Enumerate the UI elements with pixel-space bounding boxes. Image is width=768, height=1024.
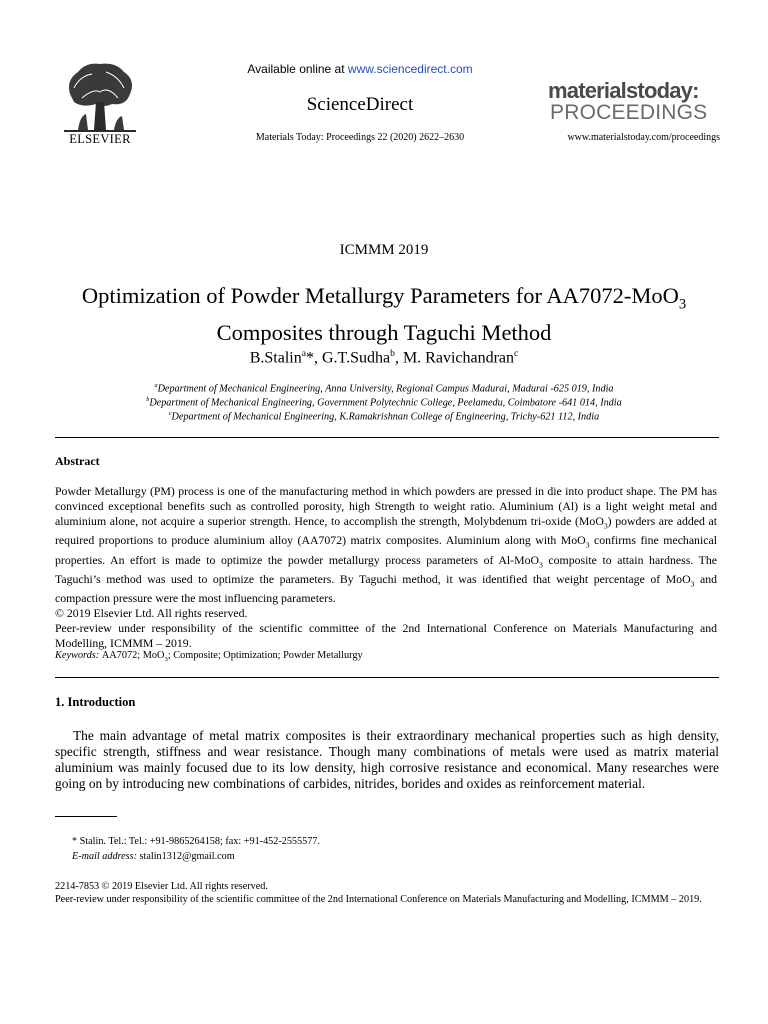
- mt-logo-proceedings: PROCEEDINGS: [550, 101, 708, 122]
- keywords-list: AA7072; MoO$_3$; Composite; Optimization; Powder Metallurgy: [101, 650, 363, 664]
- affiliation-text: Department of Mechanical Engineering, K.Ramakrishnan College of Engineering, Trichy-621 112, India: [171, 411, 600, 423]
- conference-name: ICMMM 2019: [339, 242, 429, 258]
- materials-today-logo: [548, 78, 718, 122]
- author-name: B.Stalin: [249, 349, 302, 367]
- abstract-text: Powder Metallurgy (PM) process is one of the manufacturing method in which powders are pressed in die into product shape. The PM has convinced exceptional benefits such as controlled porosity, high Strength to weight ratio. Aluminium (Al) is a light weight metal and aluminium alone, not acquire a superior strength. Hence, to accomplish the strength, Molybdenum tri-oxide (MoO$_3$) powders are added at required proportions to produce aluminium alloy (AA7072) matrix composites. Aluminium along with MoO$_3$ confirms fine mechanical properties. An effort is made to optimize the powder metallurgy process parameters of Al-MoO$_3$ composite to attain hardness. The Taguchi’s method was used to optimize the parameters. By Taguchi method, it was identified that weight percentage of MoO$_3$ and compaction pressure were the most influencing parameters.: [55, 484, 718, 606]
- author-name: M. Ravichandran: [402, 349, 515, 367]
- keywords-line: [55, 650, 717, 663]
- mt-logo-wordmark: materialstoday:: [548, 78, 699, 103]
- author-name: G.T.Sudha: [322, 349, 391, 367]
- author-affiliation-mark: c: [514, 348, 519, 359]
- sciencedirect-brand: ScienceDirect: [306, 94, 414, 115]
- divider-bottom: [55, 677, 719, 678]
- email-address[interactable]: stalin1312@gmail.com: [139, 851, 235, 862]
- abstract-copyright: © 2019 Elsevier Ltd. All rights reserved.: [55, 606, 248, 621]
- introduction-paragraph: The main advantage of metal matrix composites is their extraordinary mechanical properties such as high density, specific strength, stiffness and wear resistance. Though many combinations of metals were used as matrix material aluminium was mainly focused due to its low density, high corrosive resistance and economical. Many researches were going on by introducing new combinations of carbides, nitrides, borides and oxides as reinforcement material.: [55, 728, 719, 791]
- author-affiliation-mark: a: [301, 348, 306, 359]
- email-footnote: [72, 851, 235, 862]
- title-line1: Optimization of Powder Metallurgy Parameters for AA7072-MoO: [81, 283, 679, 308]
- email-label: E-mail address:: [72, 851, 140, 862]
- footer-peer-review: Peer-review under responsibility of the scientific committee of the 2nd International Conference on Materials Manufacturing and Modelling, ICMMM – 2019.: [55, 894, 702, 905]
- affiliation-text: Department of Mechanical Engineering, Anna University, Regional Campus Madurai, Madurai -625 019, India: [157, 383, 614, 395]
- elsevier-wordmark: ELSEVIER: [69, 132, 131, 146]
- abstract-heading: Abstract: [55, 454, 100, 468]
- affiliation-c: [40, 411, 728, 422]
- corresponding-author-footnote: * Stalin. Tel.: Tel.: +91-9865264158; fax: +91-452-2555577.: [72, 836, 320, 847]
- paper-title: [40, 282, 728, 346]
- materials-today-url[interactable]: www.materialstoday.com/proceedings: [567, 132, 720, 143]
- keywords-label: Keywords:: [55, 650, 102, 661]
- affiliation-text: Department of Mechanical Engineering, Government Polytechnic College, Peelamedu, Coimbatore -641 014, India: [149, 397, 622, 409]
- abstract-body: [55, 484, 717, 651]
- introduction-heading: 1. Introduction: [55, 695, 136, 709]
- affiliation-a: [40, 383, 728, 394]
- issn-line: 2214-7853 © 2019 Elsevier Ltd. All rights reserved.: [55, 881, 268, 892]
- author-list: [40, 348, 728, 367]
- affiliation-mark: a: [154, 383, 158, 389]
- available-prefix: Available online at: [247, 62, 348, 76]
- affiliation-mark: c: [168, 411, 172, 417]
- author-separator: *,: [306, 349, 322, 367]
- sciencedirect-link[interactable]: www.sciencedirect.com: [347, 62, 473, 76]
- divider-top: [55, 437, 719, 438]
- affiliation-mark: b: [146, 397, 150, 403]
- affiliation-b: [40, 397, 728, 408]
- footer-copyright: [55, 880, 719, 906]
- footnote-divider: [55, 816, 117, 817]
- title-subscript: 3: [678, 296, 687, 313]
- title-line2: Composites through Taguchi Method: [216, 319, 552, 345]
- author-affiliation-mark: b: [390, 348, 395, 359]
- journal-reference: Materials Today: Proceedings 22 (2020) 2622–2630: [255, 132, 465, 143]
- author-separator: ,: [394, 349, 403, 367]
- available-online-line: [160, 62, 560, 76]
- abstract-peer-review: Peer-review under responsibility of the scientific committee of the 2nd International Conference on Materials Manufacturing and Modelling, ICMMM – 2019.: [55, 621, 717, 651]
